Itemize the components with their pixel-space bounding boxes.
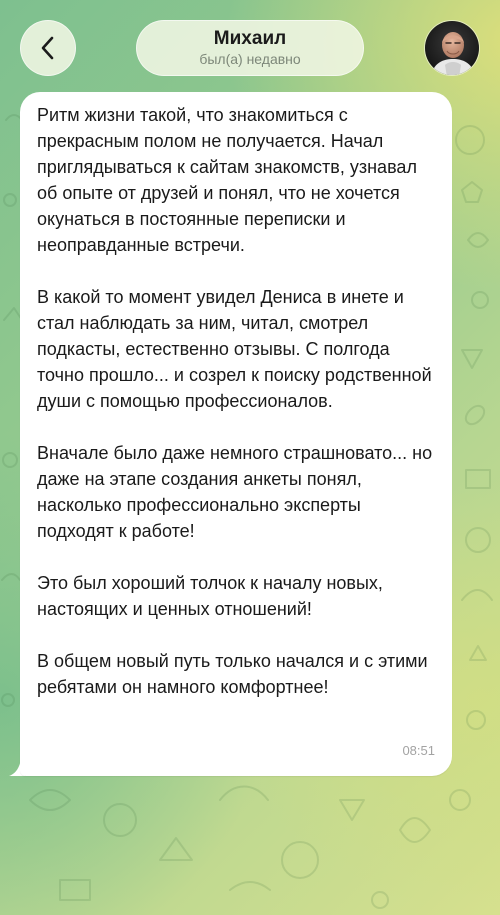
contact-info-button[interactable] [136,20,364,76]
message-paragraph: Вначале было даже немного страшновато... но даже на этапе создания анкеты понял, насколько профессионально эксперты подходят к работе! [37,443,433,541]
chat-header [0,0,500,90]
contact-status: был(а) недавно [199,51,301,67]
chevron-left-icon [38,35,58,61]
contact-name: Михаил [213,28,287,49]
message-time: 08:51 [402,743,435,758]
message-paragraph: Это был хороший толчок к началу новых, настоящих и ценных отношений! [37,573,383,619]
message-paragraph: В какой то момент увидел Дениса в инете и стал наблюдать за ним, читал, смотрел подкасты, естественно отзывы. С полгода точно прошло... и созрел к поиску родственной души с помощью профессионалов. [37,287,432,411]
message-paragraph: В общем новый путь только начался и с этими ребятами он намного комфортнее! [37,651,428,697]
avatar-photo [425,21,480,76]
back-button[interactable] [20,20,76,76]
message-text [37,102,436,700]
message-bubble[interactable] [20,92,452,776]
avatar[interactable] [424,20,480,76]
message-paragraph: Ритм жизни такой, что знакомиться с прекрасным полом не получается. Начал приглядываться к сайтам знакомств, узнавал об опыте от друзей и понял, что не хочется окунаться в постоянные переписки и неоправданные встречи. [37,105,417,255]
